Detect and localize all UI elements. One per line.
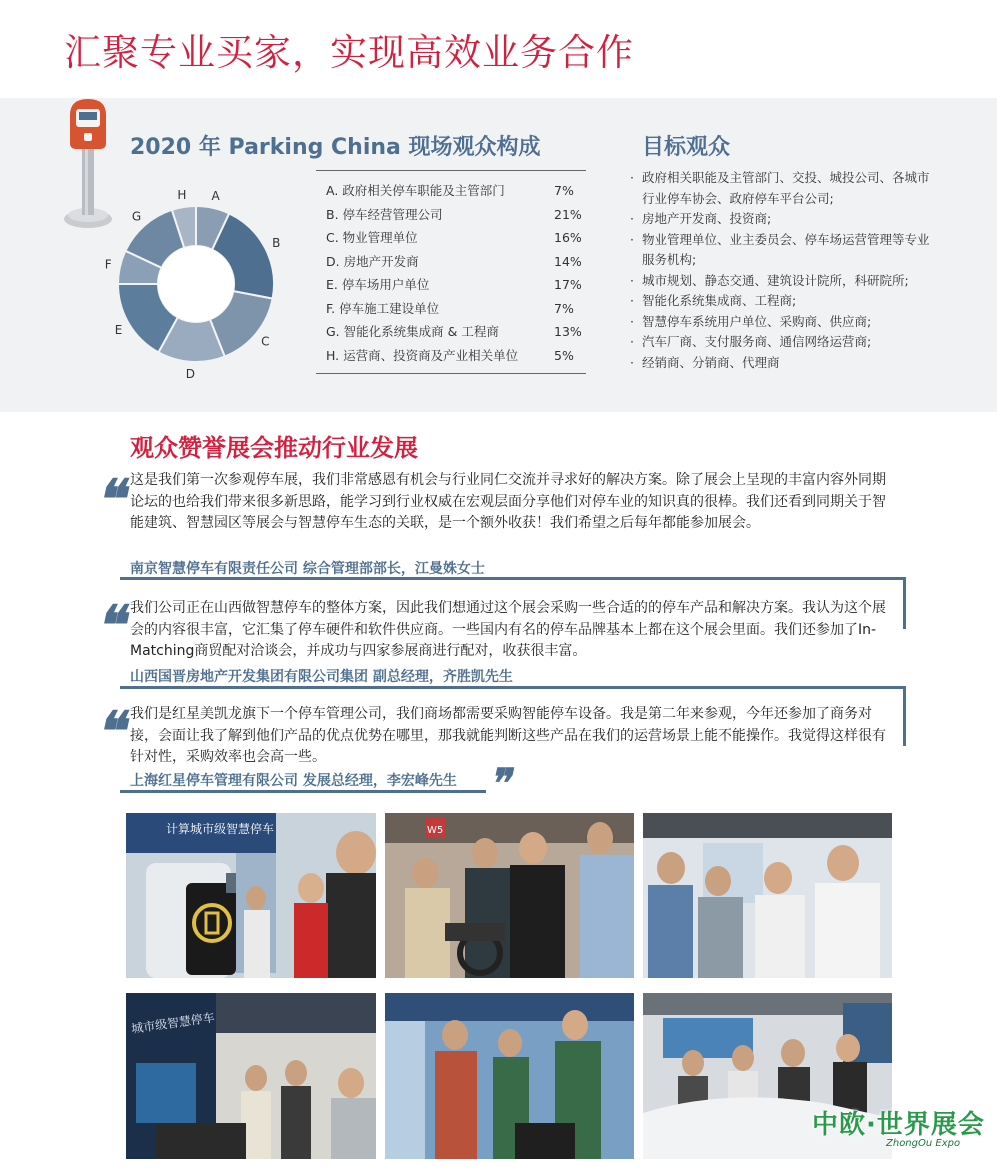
- divider: [120, 577, 906, 580]
- testimonial-author: 南京智慧停车有限责任公司 综合管理部部长，江曼姝女士: [130, 561, 485, 577]
- zhongou-expo-logo: [804, 1104, 990, 1164]
- close-quote-icon: ❞: [487, 760, 519, 807]
- testimonial-2: [93, 593, 905, 688]
- legend-label: A. 政府相关停车职能及主管部门: [326, 183, 505, 198]
- audience-donut-chart: [100, 188, 300, 388]
- donut-slice-label: E: [114, 322, 123, 337]
- open-quote-icon: ❝: [93, 593, 136, 657]
- legend-row: [316, 344, 586, 368]
- donut-slice-label: C: [261, 334, 270, 349]
- photo-sign-text: W5: [427, 825, 444, 836]
- legend-pct: 13%: [554, 324, 582, 339]
- divider: [120, 790, 486, 793]
- donut-slice-label: B: [272, 236, 281, 251]
- target-audience-item: · 城市规划、静态交通、建筑设计院所，科研院所;: [628, 271, 938, 292]
- donut-slice-label: G: [131, 209, 142, 224]
- target-audience-item: · 汽车厂商、支付服务商、通信网络运营商;: [628, 332, 938, 353]
- donut-hole: [158, 246, 234, 322]
- legend-row: [316, 320, 586, 344]
- expo-photo-2: [385, 813, 634, 978]
- legend-pct: 14%: [554, 253, 582, 269]
- logo-en-text: ZhongOu Expo: [886, 1138, 961, 1149]
- expo-photo-3: [643, 813, 892, 978]
- target-audience-item: · 房地产开发商、投资商;: [628, 209, 938, 230]
- open-quote-icon: ❝: [93, 467, 136, 531]
- testimonial-text: 我们公司正在山西做智慧停车的整体方案，因此我们想通过这个展会采购一些合适的的停车产品和解决方案。我认为这个展会的内容很丰富，它汇集了停车硬件和软件供应商。一些国内有名的停车品牌基本上都在这个展会里面。我们还参加了In-Matching商贸配对洽谈会，并成功与四家参展商进行配对，收获很丰富。: [130, 600, 886, 659]
- target-audience-item: · 智能化系统集成商、工程商;: [628, 291, 938, 312]
- legend-pct: 17%: [554, 277, 582, 292]
- donut-slice-label: D: [185, 366, 195, 381]
- legend-pct: 7%: [554, 183, 574, 198]
- photo-sign-text: 计算城市级智慧停车: [166, 822, 275, 836]
- legend-pct: 21%: [554, 206, 582, 222]
- legend-label: E. 停车场用户单位: [326, 277, 430, 292]
- expo-photo-5: [385, 993, 634, 1159]
- expo-photo-1: [126, 813, 376, 978]
- donut-slice-label: A: [211, 189, 220, 204]
- testimonials-title: 观众赞誉展会推动行业发展: [130, 434, 418, 462]
- testimonial-author: 上海红星停车管理有限公司 发展总经理，李宏峰先生: [130, 773, 457, 789]
- target-audience-item: · 政府相关职能及主管部门、交投、城投公司、各城市行业停车协会、政府停车平台公司;: [628, 168, 938, 209]
- testimonial-author: 山西国晋房地产开发集团有限公司集团 副总经理，齐胜凯先生: [130, 669, 513, 685]
- legend-label: C. 物业管理单位: [326, 230, 418, 245]
- audience-legend: [316, 170, 586, 374]
- donut-slice-label: H: [177, 188, 187, 203]
- photo-sign-text: 城市级智慧停车: [130, 1010, 216, 1036]
- target-audience-item: · 智慧停车系统用户单位、采购商、供应商;: [628, 312, 938, 333]
- expo-photo-4: [126, 993, 376, 1159]
- target-audience-item: · 物业管理单位、业主委员会、停车场运营管理等专业服务机构;: [628, 230, 938, 271]
- legend-row: [316, 250, 586, 274]
- testimonial-1: [93, 466, 905, 578]
- logo-cn-text: 中欧·世界展会: [812, 1110, 985, 1140]
- legend-row: [316, 203, 586, 227]
- page-headline: 汇聚专业买家，实现高效业务合作: [64, 31, 634, 74]
- legend-label: B. 停车经营管理公司: [326, 206, 443, 222]
- testimonial-text: 我们是红星美凯龙旗下一个停车管理公司，我们商场都需要采购智能停车设备。我是第二年来参观，今年还参加了商务对接，会面让我了解到他们产品的优点优势在哪里，那我就能判断这些产品在我们的运营场景上能不能操作。我觉得这样很有针对性，采购效率也会高一些。: [130, 706, 886, 765]
- audience-stats-title: 2020 年 Parking China 现场观众构成: [130, 135, 541, 160]
- legend-row: [316, 226, 586, 250]
- testimonial-3: [93, 699, 905, 807]
- target-audience-title: 目标观众: [642, 135, 731, 160]
- legend-row: [316, 273, 586, 297]
- open-quote-icon: ❝: [93, 699, 136, 763]
- legend-pct: 7%: [554, 300, 574, 316]
- legend-label: F. 停车施工建设单位: [326, 300, 440, 316]
- legend-row: [316, 297, 586, 321]
- legend-label: G. 智能化系统集成商 & 工程商: [326, 324, 499, 339]
- legend-label: H. 运营商、投资商及产业相关单位: [326, 347, 519, 363]
- legend-pct: 16%: [554, 230, 582, 245]
- donut-slice-label: F: [104, 257, 112, 272]
- legend-pct: 5%: [554, 347, 574, 363]
- target-audience-item: · 经销商、分销商、代理商: [628, 353, 938, 374]
- target-audience-list: [628, 168, 938, 373]
- legend-row: [316, 179, 586, 203]
- testimonial-text: 这是我们第一次参观停车展，我们非常感恩有机会与行业同仁交流并寻求好的解决方案。除了展会上呈现的丰富内容外同期论坛的也给我们带来很多新思路，能学习到行业权威在宏观层面分享他们对停车业的知识真的很棒。我们还看到同期关于智能建筑、智慧园区等展会与智慧停车生态的关联，是一个额外收获！我们希望之后每年都能参加展会。: [130, 472, 886, 531]
- legend-label: D. 房地产开发商: [326, 253, 419, 269]
- divider: [120, 686, 906, 689]
